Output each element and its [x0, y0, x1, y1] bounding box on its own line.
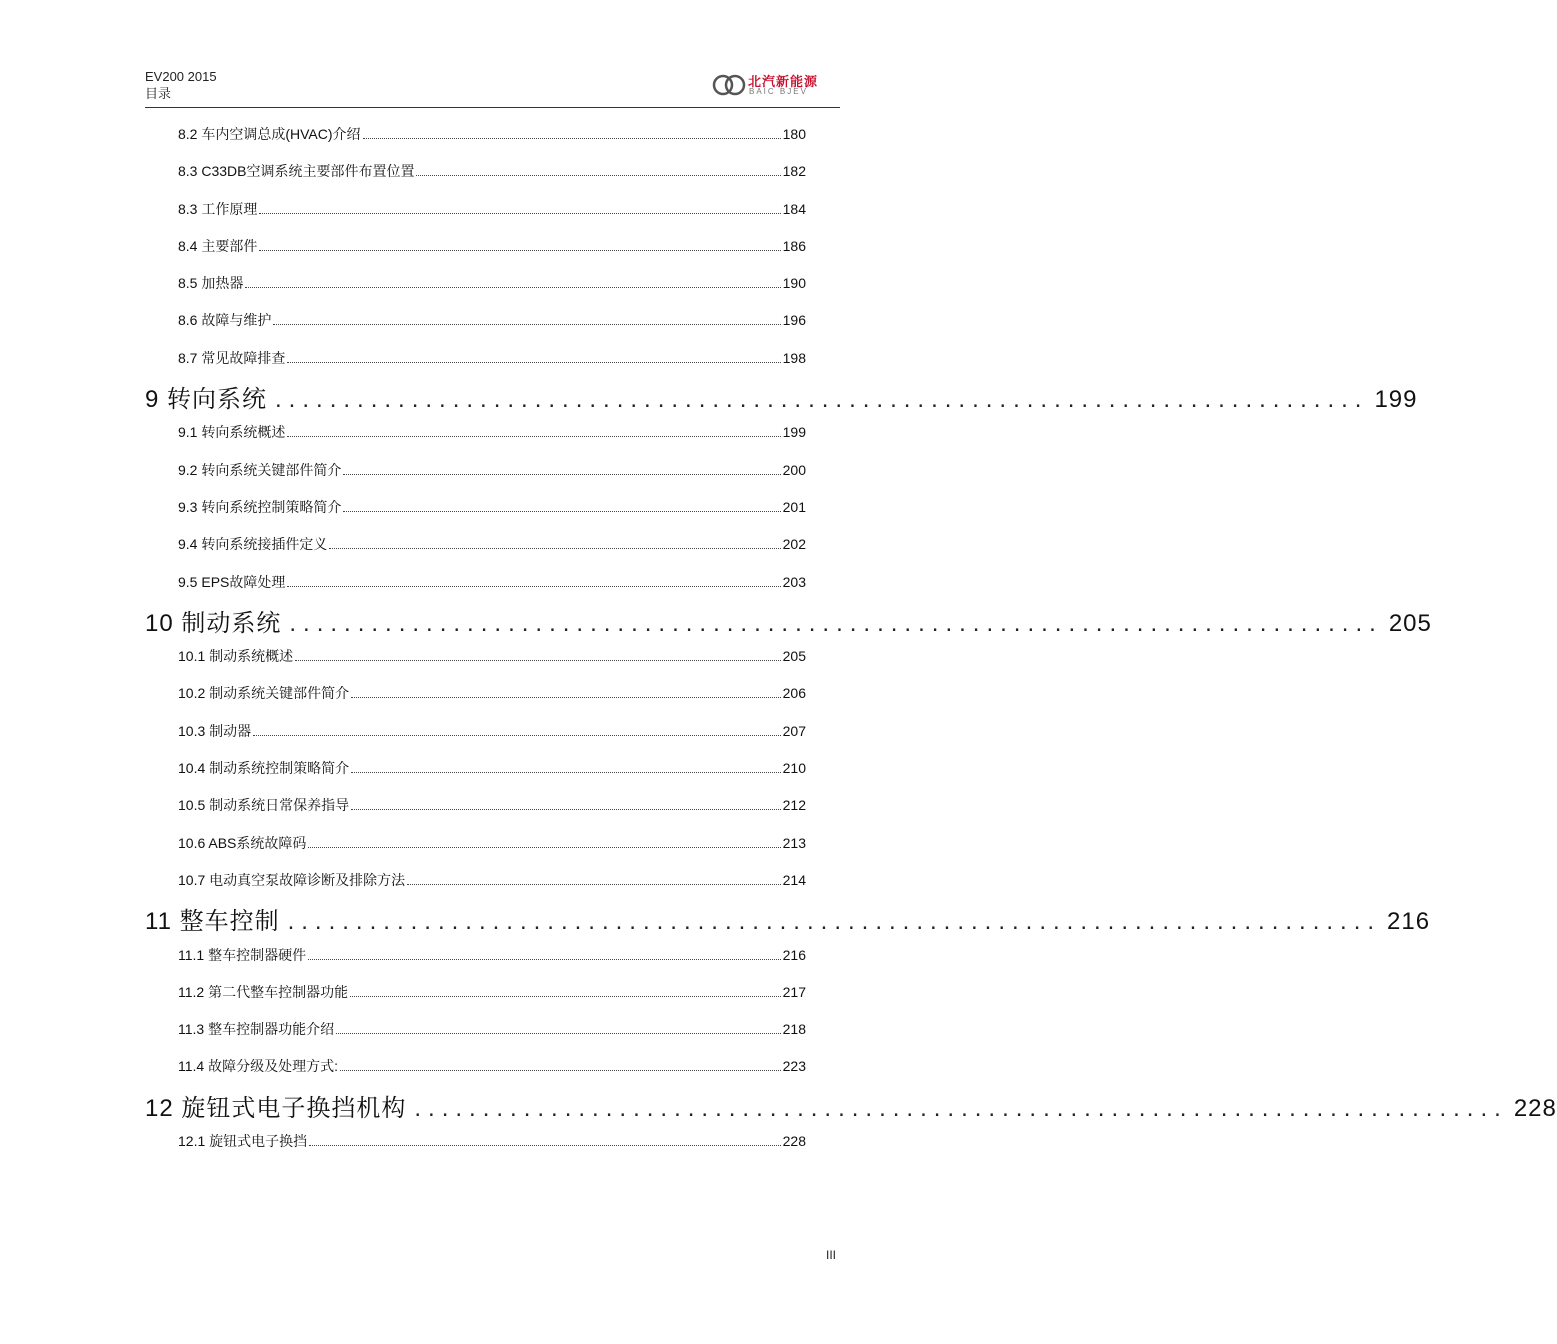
toc-entry[interactable]: [0, 1048, 806, 1085]
header-divider: [145, 107, 840, 108]
toc-entry[interactable]: [0, 638, 806, 675]
dot-leader: [336, 1033, 781, 1034]
toc-entry[interactable]: [0, 750, 806, 787]
dot-leader: [343, 511, 780, 512]
toc-entry-page: 217: [782, 983, 806, 1000]
toc-entry-page: 228: [1513, 1094, 1557, 1122]
toc-entry-label: 9 转向系统: [145, 386, 268, 414]
toc-entry-label: 11.2 第二代整车控制器功能: [178, 983, 349, 1000]
toc-entry[interactable]: [0, 452, 806, 489]
toc-entry[interactable]: [0, 937, 806, 974]
dot-leader: [309, 1145, 781, 1146]
toc-entry-label: 9.4 转向系统接插件定义: [178, 536, 328, 553]
dot-leader: [259, 250, 780, 251]
toc-entry-label: 10.2 制动系统关键部件简介: [178, 685, 350, 702]
dot-leader: ................................................................................: [289, 609, 1383, 637]
toc-entry-page: 213: [782, 834, 806, 851]
dot-leader: [259, 213, 780, 214]
brand-logo: [712, 70, 818, 100]
toc-entry[interactable]: [0, 675, 806, 712]
toc-entry[interactable]: [0, 862, 806, 899]
toc-entry-page: 206: [782, 685, 806, 702]
toc-entry-label: 9.1 转向系统概述: [178, 424, 286, 441]
toc-entry-page: 186: [782, 237, 806, 254]
toc-entry-label: 10.4 制动系统控制策略简介: [178, 760, 350, 777]
toc-entry-page: 200: [782, 461, 806, 478]
toc-entry-page: 201: [782, 498, 806, 515]
toc-entry-page: 223: [782, 1058, 806, 1075]
toc-entry-label: 12 旋钮式电子换挡机构: [145, 1094, 407, 1122]
toc-entry-label: 8.3 C33DB空调系统主要部件布置位置: [178, 163, 415, 180]
toc-entry-page: 182: [782, 163, 806, 180]
toc-entry-page: 218: [782, 1021, 806, 1038]
header-model: EV200 2015: [145, 69, 217, 84]
logo-text-cn: 北汽新能源: [748, 74, 819, 89]
toc-entry-label: 11.1 整车控制器硬件: [178, 946, 307, 963]
toc-entry[interactable]: [0, 340, 806, 377]
toc-entry[interactable]: [0, 116, 806, 153]
toc-entry-label: 10.5 制动系统日常保养指导: [178, 797, 350, 814]
logo-rings-icon: [712, 74, 746, 96]
dot-leader: [351, 809, 781, 810]
toc-entry-label: 10 制动系统: [145, 609, 282, 637]
toc-entry[interactable]: [0, 265, 806, 302]
toc-entry-label: 8.5 加热器: [178, 275, 244, 292]
logo-text-en: BAIC BJEV: [749, 87, 808, 96]
toc-entry-page: 228: [782, 1133, 806, 1150]
toc-entry-label: 12.1 旋钮式电子换挡: [178, 1133, 308, 1150]
toc-entry-label: 9.5 EPS故障处理: [178, 573, 286, 590]
toc-entry-page: 216: [782, 946, 806, 963]
toc-entry[interactable]: [0, 713, 806, 750]
toc-entry[interactable]: [0, 526, 806, 563]
toc-entry[interactable]: [0, 228, 806, 265]
toc-entry-page: 199: [1374, 386, 1418, 414]
toc-entry[interactable]: [0, 825, 806, 862]
page-number: III: [826, 1248, 837, 1262]
toc-entry-label: 8.7 常见故障排查: [178, 349, 286, 366]
toc-entry-page: 212: [782, 797, 806, 814]
toc-entry[interactable]: [0, 1011, 806, 1048]
dot-leader: ................................................................................: [287, 908, 1382, 936]
toc-entry-label: 11.4 故障分级及处理方式:: [178, 1058, 338, 1075]
toc-entry-label: 10.7 电动真空泵故障诊断及排除方法: [178, 871, 406, 888]
toc-entry-label: 8.2 车内空调总成(HVAC)介绍: [178, 126, 361, 142]
toc-entry-page: 205: [782, 648, 806, 665]
toc-entry-page: 210: [782, 760, 806, 777]
dot-leader: ................................................................................: [414, 1094, 1508, 1122]
toc-entry-page: 214: [782, 871, 806, 888]
toc-entry[interactable]: [0, 564, 806, 601]
toc-entry-page: 184: [782, 200, 806, 217]
dot-leader: [273, 324, 780, 325]
toc-entry-label: 10.1 制动系统概述: [178, 648, 294, 665]
toc-entry-page: 207: [782, 722, 806, 739]
toc-entry-label: 11 整车控制: [145, 908, 280, 936]
dot-leader: [340, 1070, 781, 1071]
toc-chapter-entry[interactable]: [0, 899, 1431, 936]
dot-leader: [407, 884, 781, 885]
dot-leader: ................................................................................: [275, 386, 1369, 414]
dot-leader: [245, 287, 780, 288]
toc-entry[interactable]: [0, 1123, 806, 1160]
toc-entry-page: 205: [1388, 609, 1432, 637]
dot-leader: [350, 996, 781, 997]
dot-leader: [416, 175, 780, 176]
toc-chapter-entry[interactable]: [0, 1086, 1557, 1123]
toc-entry[interactable]: [0, 489, 806, 526]
table-of-contents: [0, 116, 1557, 1160]
toc-chapter-entry[interactable]: [0, 377, 1418, 414]
dot-leader: [287, 362, 780, 363]
toc-entry[interactable]: [0, 974, 806, 1011]
toc-entry[interactable]: [0, 191, 806, 228]
toc-entry-page: 196: [782, 312, 806, 329]
dot-leader: [351, 697, 781, 698]
toc-entry-page: 199: [782, 424, 806, 441]
toc-entry-page: 202: [782, 536, 806, 553]
dot-leader: [351, 772, 781, 773]
dot-leader: [308, 959, 781, 960]
dot-leader: [329, 548, 780, 549]
dot-leader: [308, 847, 780, 848]
toc-entry-page: 216: [1387, 908, 1431, 936]
toc-entry-page: 198: [782, 349, 806, 366]
toc-entry[interactable]: [0, 787, 806, 824]
dot-leader: [287, 586, 780, 587]
toc-entry-page: 190: [782, 275, 806, 292]
header-section: 目录: [145, 86, 172, 101]
toc-chapter-entry[interactable]: [0, 601, 1432, 638]
toc-entry-label: 9.2 转向系统关键部件简介: [178, 461, 342, 478]
toc-entry-label: 11.3 整车控制器功能介绍: [178, 1021, 335, 1038]
page-header: [145, 68, 840, 108]
toc-entry-label: 10.6 ABS系统故障码: [178, 834, 307, 851]
toc-entry[interactable]: [0, 302, 806, 339]
dot-leader: [343, 474, 780, 475]
dot-leader: [363, 138, 781, 139]
dot-leader: [287, 436, 780, 437]
toc-entry-page: 180: [782, 126, 806, 142]
dot-leader: [253, 735, 781, 736]
dot-leader: [295, 660, 781, 661]
toc-entry[interactable]: [0, 153, 806, 190]
toc-entry-label: 8.6 故障与维护: [178, 312, 272, 329]
toc-entry-label: 8.4 主要部件: [178, 237, 258, 254]
toc-entry-label: 8.3 工作原理: [178, 200, 258, 217]
toc-entry-label: 9.3 转向系统控制策略简介: [178, 498, 342, 515]
toc-entry-label: 10.3 制动器: [178, 722, 252, 739]
toc-entry[interactable]: [0, 414, 806, 451]
toc-entry-page: 203: [782, 573, 806, 590]
